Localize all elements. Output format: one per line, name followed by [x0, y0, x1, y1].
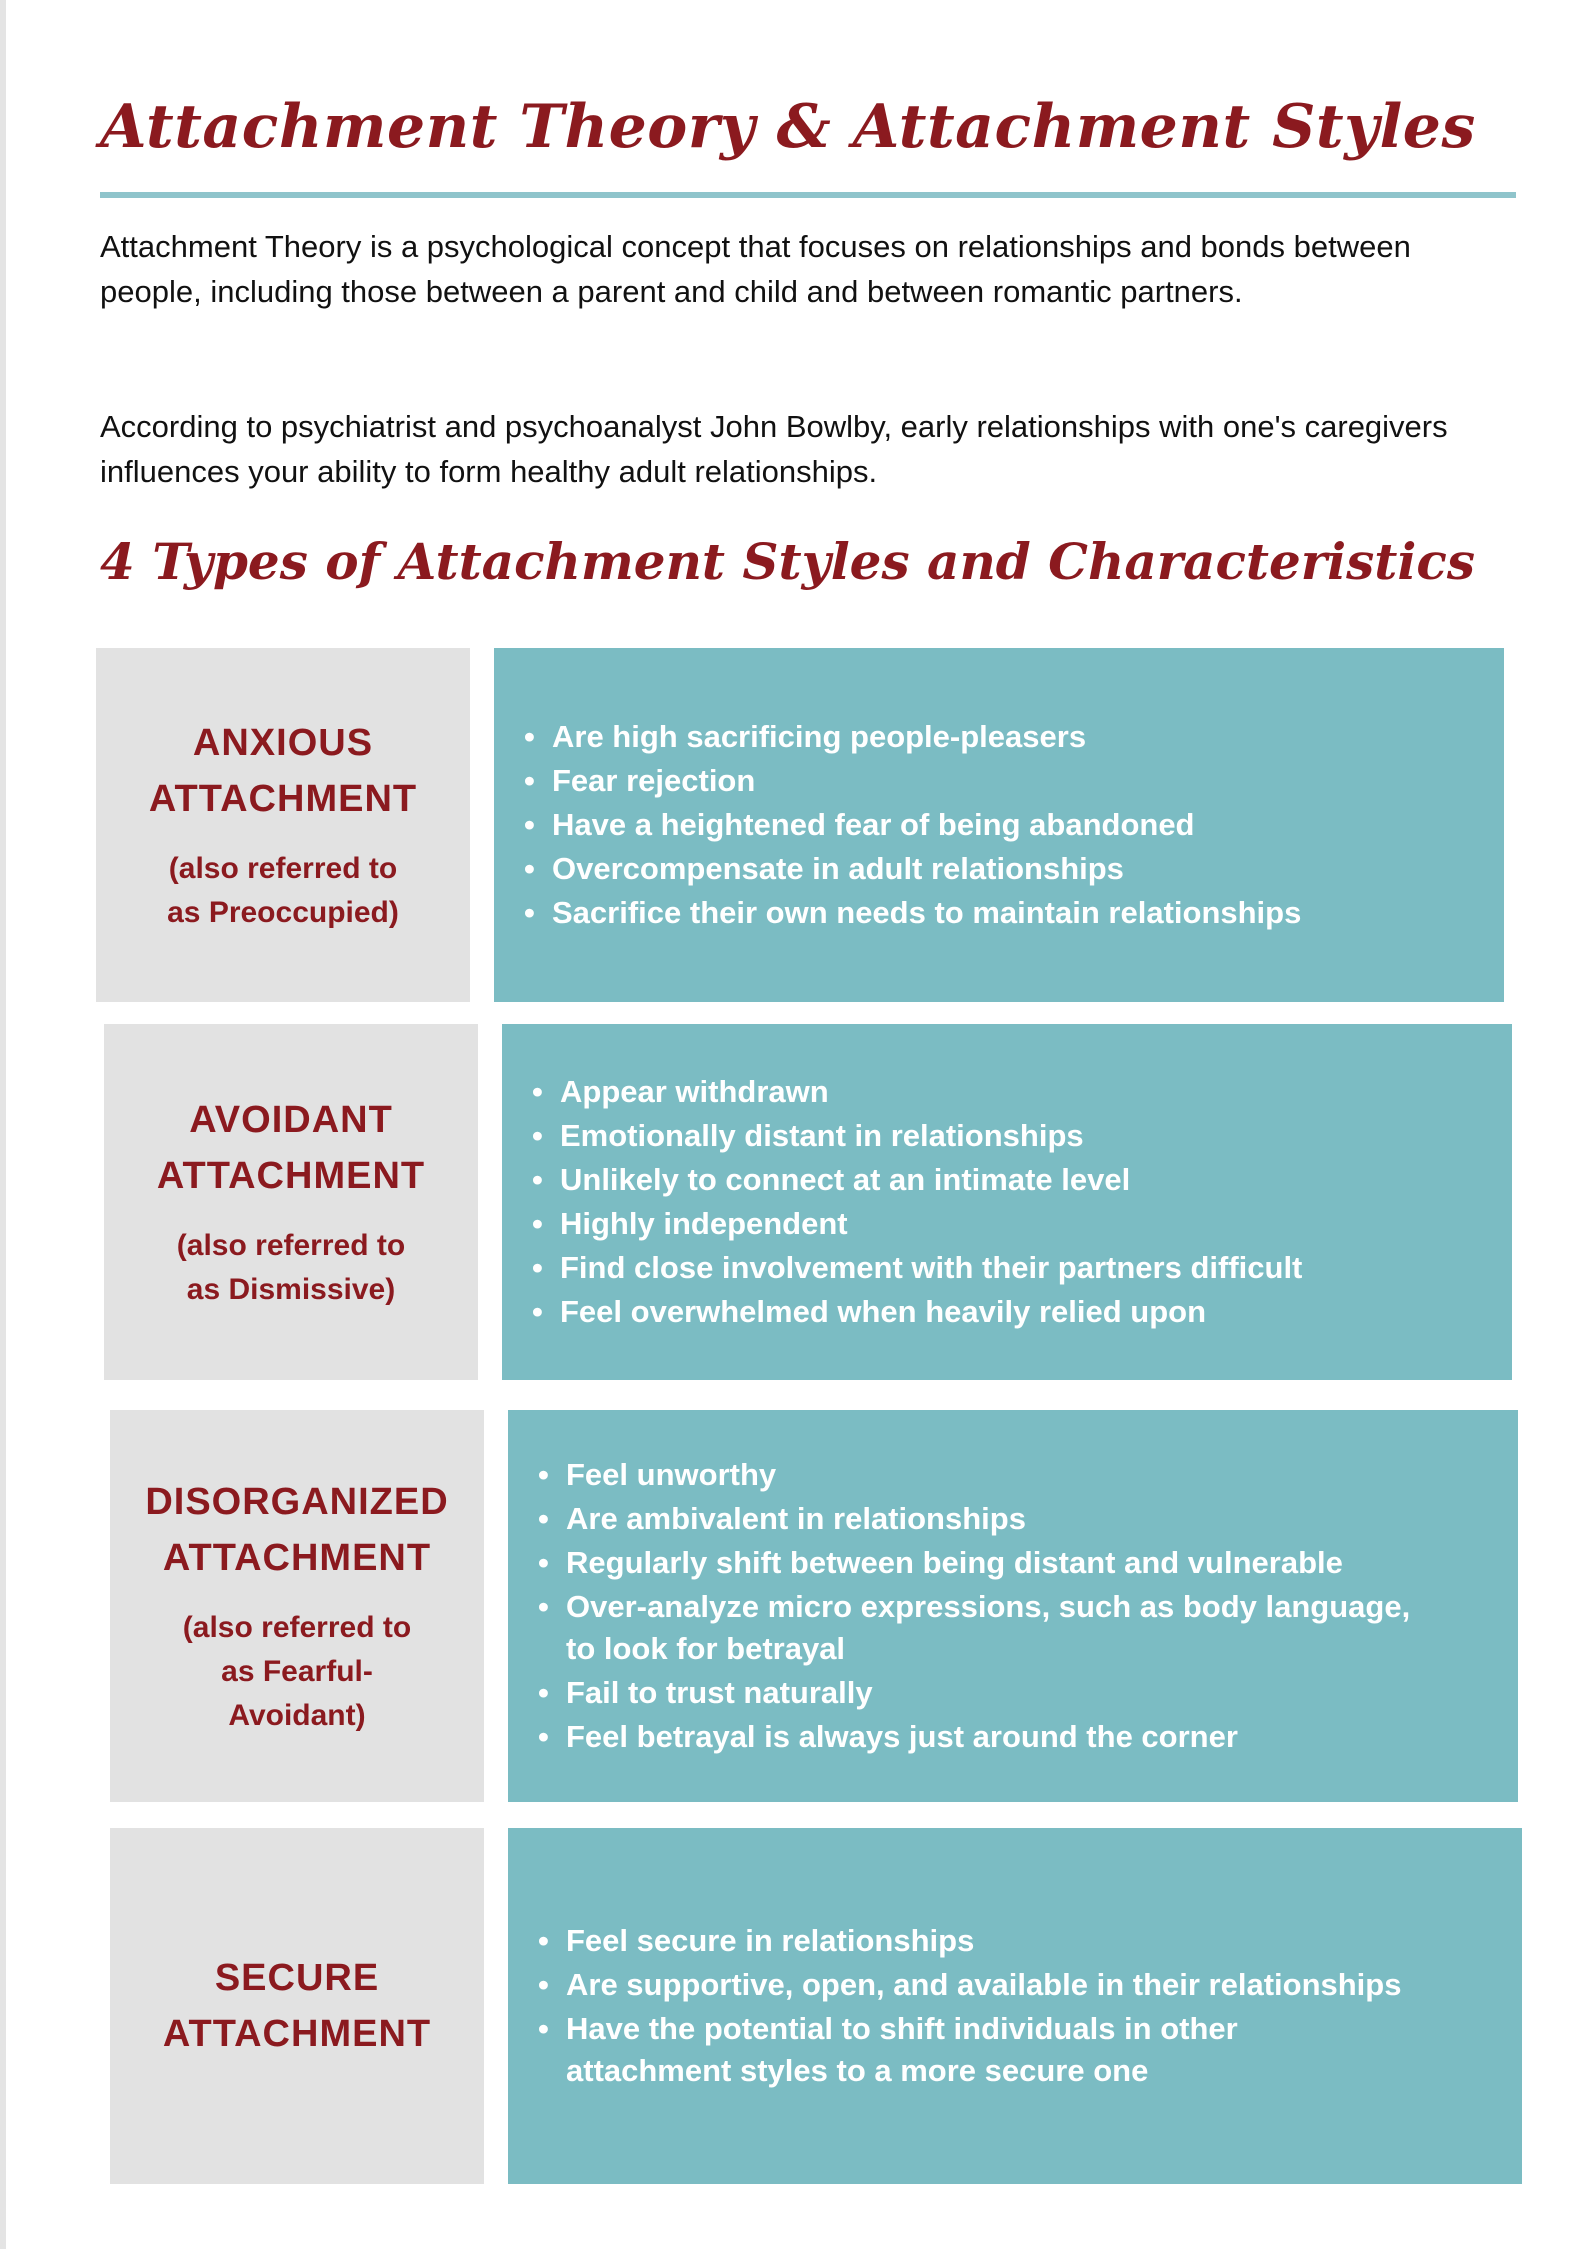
style-row-avoidant [104, 1024, 1514, 1380]
style-row-anxious [96, 648, 1506, 1002]
style-label-box [104, 1024, 478, 1380]
traits-list [502, 1069, 1322, 1335]
traits-list [508, 1918, 1522, 2094]
style-alias: (also referred to as Dismissive) [176, 1229, 406, 1306]
style-label-box [96, 648, 470, 1002]
style-name: DISORGANIZED ATTACHMENT [145, 1481, 449, 1579]
page-edge-shadow [0, 0, 6, 2249]
intro-paragraph-2: According to psychiatrist and psychoanalyst John Bowlby, early relationships with one's caregivers influences your ability to form healthy adult relationships. [100, 409, 1448, 489]
style-name: SECURE ATTACHMENT [162, 1957, 432, 2055]
document-title: Attachment Theory & Attachment Styles [100, 92, 1476, 162]
trait-item: • Have a heightened fear of being abandoned [552, 804, 1301, 846]
trait-item: • Feel secure in relationships [566, 1920, 1402, 1962]
style-label-box [110, 1410, 484, 1802]
trait-item: • Feel overwhelmed when heavily relied upon [560, 1291, 1302, 1333]
trait-item: • Are ambivalent in relationships [566, 1498, 1438, 1540]
trait-item: • Fear rejection [552, 760, 1301, 802]
style-alias: (also referred to as Preoccupied) [167, 852, 399, 929]
trait-item: • Regularly shift between being distant and vulnerable [566, 1542, 1438, 1584]
style-name: AVOIDANT ATTACHMENT [156, 1099, 426, 1197]
style-alias: (also referred to as Fearful- Avoidant) [182, 1611, 412, 1732]
trait-item: • Over-analyze micro expressions, such as body language, to look for betrayal [566, 1586, 1438, 1670]
trait-item: • Find close involvement with their partners difficult [560, 1247, 1302, 1289]
trait-item: • Sacrifice their own needs to maintain relationships [552, 892, 1301, 934]
section-subtitle: 4 Types of Attachment Styles and Characteristics [100, 532, 1475, 591]
trait-item: • Fail to trust naturally [566, 1672, 1438, 1714]
trait-item: • Emotionally distant in relationships [560, 1115, 1302, 1157]
traits-box [494, 648, 1504, 1002]
title-divider [100, 192, 1516, 198]
trait-item: • Have the potential to shift individuals in other attachment styles to a more secure one [566, 2008, 1402, 2092]
traits-box [508, 1410, 1518, 1802]
traits-list [494, 714, 1321, 936]
trait-item: • Are high sacrificing people-pleasers [552, 716, 1301, 758]
style-name: ANXIOUS ATTACHMENT [148, 722, 418, 820]
style-label-box [110, 1828, 484, 2184]
style-row-disorganized [110, 1410, 1520, 1802]
traits-box [508, 1828, 1522, 2184]
trait-item: • Feel betrayal is always just around the corner [566, 1716, 1438, 1758]
trait-item: • Unlikely to connect at an intimate level [560, 1159, 1302, 1201]
trait-item: • Feel unworthy [566, 1454, 1438, 1496]
trait-item: • Are supportive, open, and available in their relationships [566, 1964, 1402, 2006]
traits-box [502, 1024, 1512, 1380]
style-row-secure [110, 1828, 1524, 2184]
trait-item: • Highly independent [560, 1203, 1302, 1245]
trait-item: • Appear withdrawn [560, 1071, 1302, 1113]
trait-item: • Overcompensate in adult relationships [552, 848, 1301, 890]
intro-paragraph-1: Attachment Theory is a psychological concept that focuses on relationships and bonds between people, including those between a parent and child and between romantic partners. [100, 229, 1411, 309]
traits-list [508, 1452, 1518, 1760]
